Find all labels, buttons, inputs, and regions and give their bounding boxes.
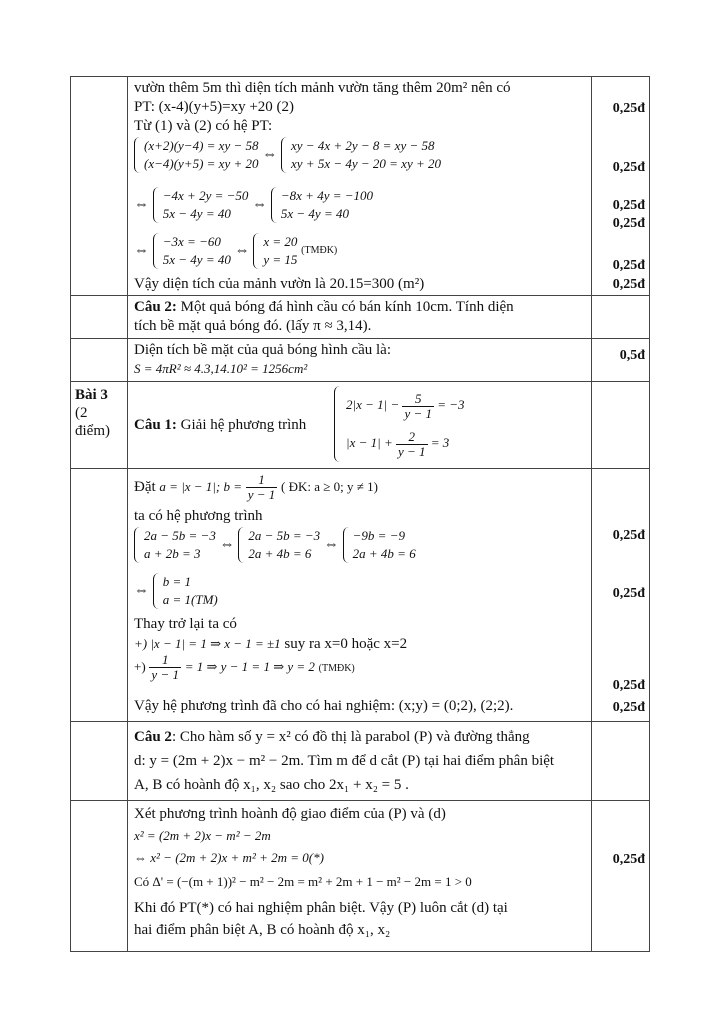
equivalence-arrow: ⇔: [262, 146, 278, 163]
points-cell: [592, 382, 650, 469]
bai-cell: [71, 722, 128, 801]
solution-cell: [128, 77, 592, 296]
points-value: 0,25đ: [612, 586, 645, 601]
equivalence-arrow: ⇔: [134, 242, 149, 259]
equivalence-arrow: ⇔: [252, 196, 268, 213]
question-line: Câu 1: Giải hệ phương trình: [134, 417, 307, 433]
table-row: [71, 801, 650, 952]
solution-line: Xét phương trình hoành độ giao điểm của (P) và (d): [134, 806, 446, 822]
points-value: 0,25đ: [612, 528, 645, 543]
table-row: [71, 469, 650, 722]
question-cell: [128, 382, 592, 469]
equation-system: x = 20 y = 15: [253, 233, 297, 269]
conclusion-line: Vậy hệ phương trình đã cho có hai nghiệm: (x;y) = (0;2), (2;2).: [134, 698, 514, 714]
bai-cell: [71, 77, 128, 296]
points-value: 0,25đ: [612, 216, 645, 231]
equation-system: 2|x − 1| − $\frac{5}{y - 1}$ = −3 |x − 1| + $\frac{2}{y - 1}$ = 3: [334, 386, 465, 462]
solution-line: Khi đó PT(*) có hai nghiệm phân biệt. Vậy (P) luôn cắt (d) tại: [134, 900, 508, 916]
equivalence-arrow: ⇔: [134, 196, 149, 213]
bai-cell: [71, 339, 128, 382]
points-value: 0,25đ: [612, 277, 645, 292]
bai-score: điểm): [75, 423, 110, 439]
equation-system-line: [134, 137, 441, 173]
bai-cell: [71, 382, 128, 469]
question-cell: [128, 296, 592, 339]
points-value: 0,25đ: [612, 160, 645, 175]
solution-line: Diện tích bề mặt của quả bóng hình cầu là:: [134, 342, 391, 358]
equivalence-arrow: ⇔: [234, 242, 250, 259]
points-cell: [592, 296, 650, 339]
equation-system: −4x + 2y = −50 5x − 4y = 40: [153, 187, 249, 223]
points-cell: [592, 801, 650, 952]
bai-cell: [71, 801, 128, 952]
formula-line: Có Δ' = (−(m + 1))² − m² − 2m = m² + 2m + 1 − m² − 2m = 1 > 0: [134, 874, 472, 889]
solution-line: PT: (x-4)(y+5)=xy +20 (2): [134, 99, 295, 115]
equation-system: xy − 4x + 2y − 8 = xy − 58 xy + 5x − 4y − 20 = xy + 20: [281, 137, 441, 173]
solution-line: Từ (1) và (2) có hệ PT:: [134, 118, 273, 134]
equivalence-arrow: ⇔: [219, 536, 235, 553]
equation-system-line: [134, 233, 337, 269]
question-line: Câu 2: Cho hàm số y = x² có đồ thị là parabol (P) và đường thẳng: [134, 729, 530, 745]
answer-table: [70, 76, 650, 952]
question-line: tích bề mặt quả bóng đó. (lấy π ≈ 3,14).: [134, 318, 372, 334]
equation-system: 2a − 5b = −3 2a + 4b = 6: [238, 527, 320, 563]
equation-system: 2a − 5b = −3 a + 2b = 3: [134, 527, 216, 563]
points-value: 0,25đ: [612, 198, 645, 213]
equivalence-arrow: ⇔: [323, 536, 339, 553]
solution-cell: [128, 339, 592, 382]
equation-system-line: [134, 573, 218, 609]
points-value: 0,25đ: [612, 101, 645, 116]
equation-system-line: [334, 386, 465, 462]
bai-score: (2: [75, 405, 88, 421]
case-line: +) $\frac{1}{y - 1}$ = 1 ⇒ y − 1 = 1 ⇒ y = 2 (TMĐK): [134, 652, 355, 682]
solution-line: vườn thêm 5m thì diện tích mảnh vườn tăng thêm 20m² nên có: [134, 80, 511, 96]
points-value: 0,25đ: [612, 258, 645, 273]
condition-note: (TMĐK): [301, 245, 338, 256]
equation-system: −8x + 4y = −100 5x − 4y = 40: [271, 187, 373, 223]
points-value: 0,25đ: [612, 852, 645, 867]
points-value: 0,5đ: [619, 348, 645, 363]
question-line: Câu 2: Một quả bóng đá hình cầu có bán kính 10cm. Tính diện: [134, 299, 514, 315]
bai-cell: [71, 469, 128, 722]
solution-line: Thay trở lại ta có: [134, 616, 237, 632]
table-row: [71, 722, 650, 801]
conclusion-line: Vậy diện tích của mảnh vườn là 20.15=300 (m²): [134, 276, 425, 292]
solution-cell: [128, 469, 592, 722]
formula-line: S = 4πR² ≈ 4.3,14.10² = 1256cm²: [134, 361, 308, 376]
table-row: [71, 77, 650, 296]
table-row: [71, 339, 650, 382]
solution-line: hai điểm phân biệt A, B có hoành độ x₁, x₂: [134, 922, 391, 938]
equation-system-line: [134, 187, 373, 223]
points-cell: [592, 77, 650, 296]
points-value: 0,25đ: [612, 678, 645, 693]
case-line: +) |x − 1| = 1 ⇒ x − 1 = ±1 suy ra x=0 hoặc x=2: [134, 636, 408, 652]
equivalence-arrow: ⇔: [134, 582, 149, 599]
equation-system: (x+2)(y−4) = xy − 58 (x−4)(y+5) = xy + 20: [134, 137, 259, 173]
question-line: d: y = (2m + 2)x − m² − 2m. Tìm m để d cắt (P) tại hai điểm phân biệt: [134, 753, 555, 769]
question-cell: [128, 722, 592, 801]
bai-title: Bài 3: [75, 387, 108, 403]
bai-cell: [71, 296, 128, 339]
points-cell: [592, 339, 650, 382]
table-row: [71, 382, 650, 469]
equation-system: b = 1 a = 1(TM): [153, 573, 218, 609]
condition-note: (TMĐK): [318, 662, 355, 674]
points-value: 0,25đ: [612, 700, 645, 715]
equation-system: −3x = −60 5x − 4y = 40: [153, 233, 231, 269]
equation-system: −9b = −9 2a + 4b = 6: [343, 527, 416, 563]
solution-cell: [128, 801, 592, 952]
formula-line: ⇔ x² − (2m + 2)x + m² + 2m = 0(*): [134, 850, 324, 865]
points-cell: [592, 469, 650, 722]
substitution-line: Đặt a = |x − 1|; b = $\frac{1}{y - 1}$ ( ĐK: a ≥ 0; y ≠ 1): [134, 472, 378, 502]
points-cell: [592, 722, 650, 801]
question-line: A, B có hoành độ x₁, x₂ sao cho 2x₁ + x₂ = 5 .: [134, 777, 409, 793]
answer-table-container: [70, 76, 649, 952]
formula-line: x² = (2m + 2)x − m² − 2m: [134, 828, 271, 843]
table-row: [71, 296, 650, 339]
equation-system-line: [134, 527, 416, 563]
solution-line: ta có hệ phương trình: [134, 508, 263, 524]
